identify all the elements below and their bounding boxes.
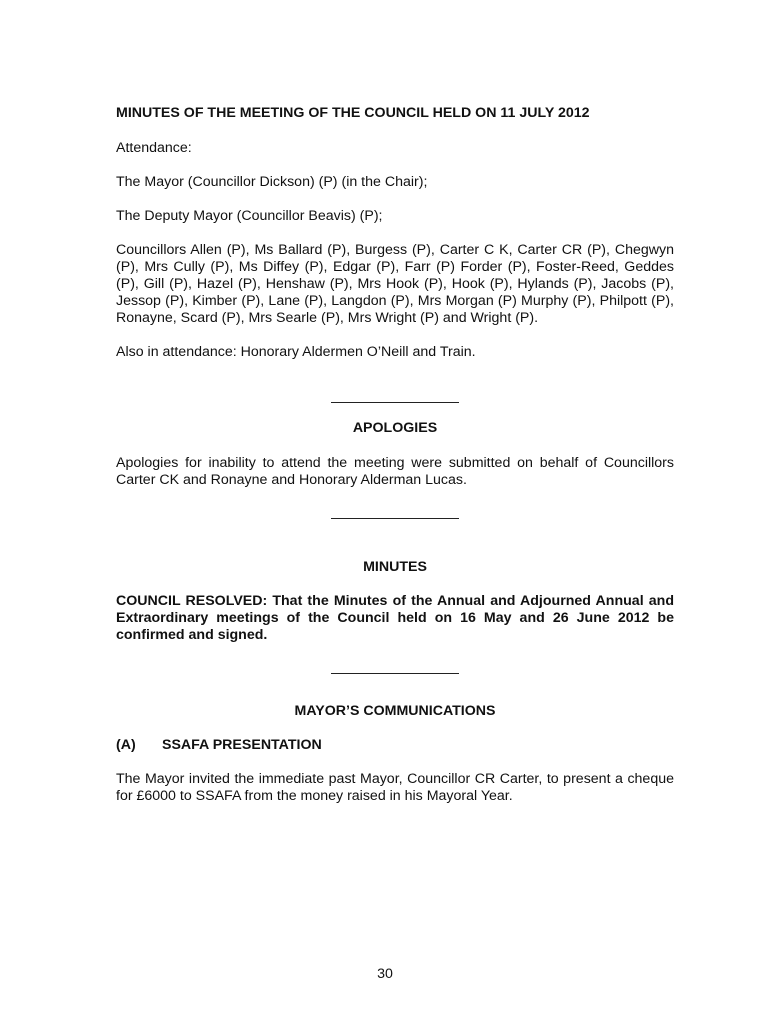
- apologies-text: Apologies for inability to attend the meeting were submitted on behalf of Councillors Carter CK and Ronayne and Honorary Alderman Lucas.: [116, 455, 674, 488]
- mayor-communications-heading: MAYOR’S COMMUNICATIONS: [294, 703, 496, 719]
- deputy-line: The Deputy Mayor (Councillor Beavis) (P);: [116, 208, 383, 224]
- mayor-communication-text: The Mayor invited the immediate past Mayor, Councillor CR Carter, to present a cheque for £6000 to SSAFA from the money raised in his Mayoral Year.: [116, 771, 674, 804]
- section-divider: [331, 402, 459, 403]
- section-divider: [331, 673, 459, 674]
- apologies-heading: APOLOGIES: [352, 420, 438, 436]
- ssafa-subheading: [116, 737, 674, 754]
- document-body: [116, 105, 674, 822]
- attendance-label: Attendance:: [116, 140, 192, 156]
- subheading-title: SSAFA PRESENTATION: [162, 737, 322, 753]
- minutes-heading: MINUTES: [363, 559, 427, 575]
- page-number: 30: [377, 966, 393, 982]
- councillors-list: Councillors Allen (P), Ms Ballard (P), Burgess (P), Carter C K, Carter CR (P), Chegwyn (P), Mrs Cully (P), Ms Diffey (P), Edgar (P), Farr (P) Forder (P), Foster-Reed, Geddes (P), Gill (P), Hazel (P), Henshaw (P), Mrs Hook (P), Hook (P), Hylands (P), Jacobs (P), Jessop (P), Kimber (P), Lane (P), Langdon (P), Mrs Morgan (P) Murphy (P), Philpott (P), Ronayne, Scard (P), Mrs Searle (P), Mrs Wright (P) and Wright (P).: [116, 242, 674, 326]
- minutes-resolution: COUNCIL RESOLVED: That the Minutes of the Annual and Adjourned Annual and Extraordinary meetings of the Council held on 16 May and 26 June 2012 be confirmed and signed.: [116, 593, 674, 643]
- section-divider: [331, 518, 459, 519]
- chair-line: The Mayor (Councillor Dickson) (P) (in the Chair);: [116, 174, 428, 190]
- also-attendance: Also in attendance: Honorary Aldermen O’Neill and Train.: [116, 344, 476, 360]
- document-title: MINUTES OF THE MEETING OF THE COUNCIL HELD ON 11 JULY 2012: [116, 105, 590, 121]
- subheading-number: (A): [116, 737, 136, 753]
